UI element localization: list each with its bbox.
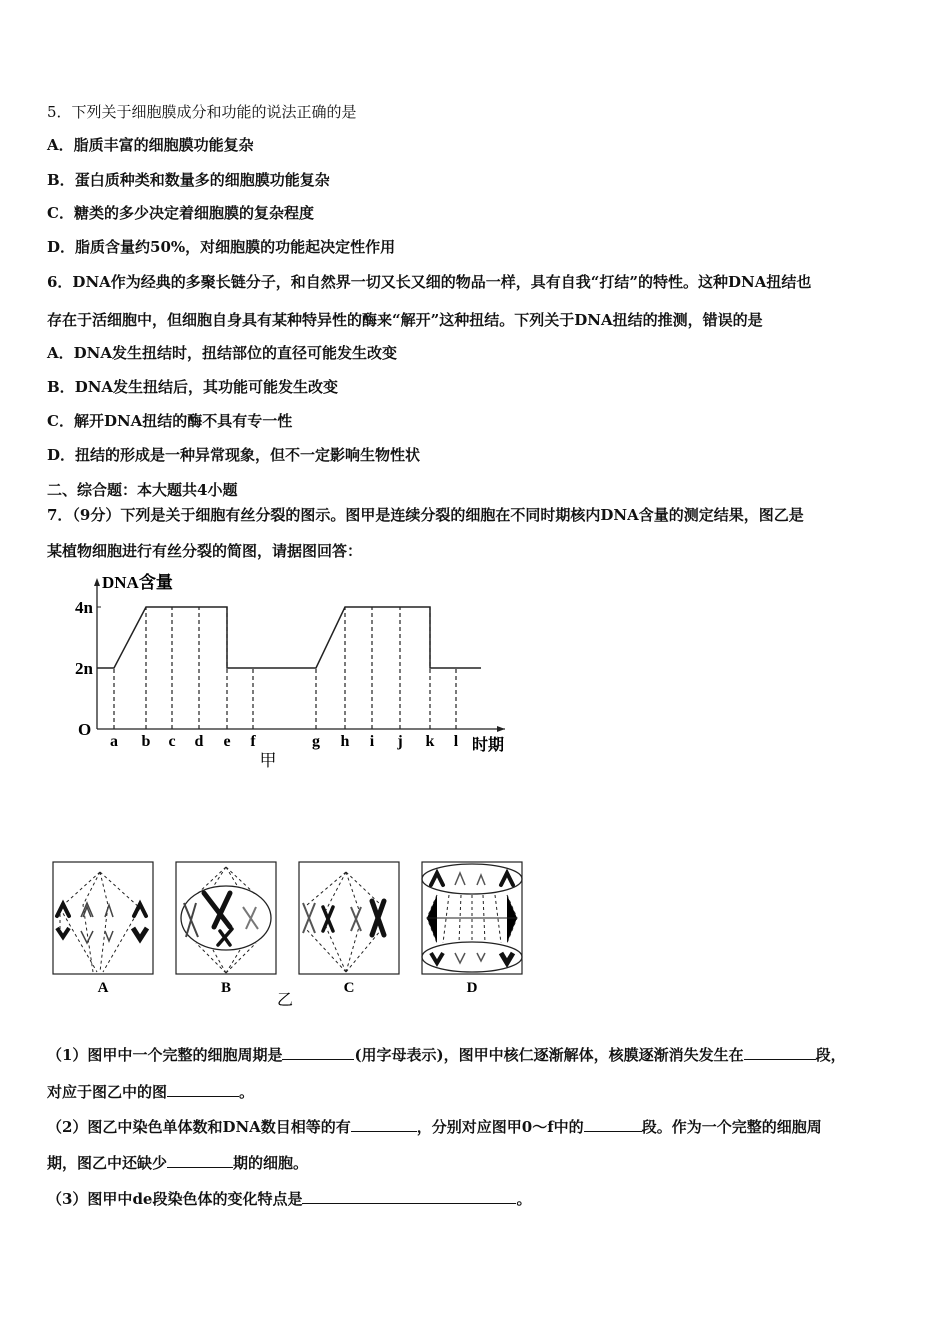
q5-option-a: [47, 135, 254, 155]
q6-option-d: [47, 445, 420, 465]
x-tick-label: c: [168, 733, 176, 750]
x-axis-arrow: [497, 726, 505, 732]
option-text: DNA发生扭结时，扭结部位的直径可能发生改变: [73, 344, 397, 362]
q7-sub1-line2: [47, 1082, 254, 1102]
y-tick-label: 4n: [75, 598, 93, 617]
q6-option-c: [47, 411, 292, 431]
option-key: D．: [47, 238, 76, 256]
answer-blank[interactable]: [302, 1189, 516, 1204]
q6-option-a: [47, 343, 397, 363]
x-tick-label: h: [340, 733, 350, 750]
q6-stem-line2: 存在于活细胞中，但细胞自身具有某种特异性的酶来“解开”这种扭结。下列关于DNA扭结的推测，错误的是: [47, 311, 763, 329]
dna-content-chart: [0, 560, 560, 790]
option-key: A．: [47, 136, 74, 154]
q6-option-b: [47, 377, 338, 397]
text: （1）图甲中一个完整的细胞周期是: [47, 1046, 283, 1064]
panel-label-c: C: [343, 980, 355, 996]
option-text: 糖类的多少决定着细胞膜的复杂程度: [73, 204, 314, 222]
text: 对应于图乙中的图: [47, 1083, 168, 1101]
y-axis-label: DNA含量: [102, 573, 173, 592]
text: (用字母表示)，图甲中核仁逐渐解体，核膜逐渐消失发生在: [354, 1046, 744, 1064]
text: 段，: [815, 1046, 846, 1064]
x-tick-label: f: [250, 733, 256, 750]
answer-blank[interactable]: [282, 1045, 354, 1060]
text: 期的细胞。: [233, 1154, 309, 1172]
panel-label-a: A: [97, 980, 109, 996]
x-tick-label: k: [425, 733, 435, 750]
y-axis-arrow: [94, 578, 100, 586]
mitosis-figure: [45, 855, 545, 1015]
q5-option-b: [47, 170, 330, 190]
option-key: A．: [47, 344, 74, 362]
x-tick-label: j: [397, 733, 403, 750]
q7-sub2-line2: [47, 1153, 308, 1173]
figure-yi-caption: 乙: [276, 992, 294, 1009]
y-tick-label: 2n: [75, 659, 93, 678]
x-tick-label: i: [369, 733, 375, 750]
panel-label-b: B: [220, 980, 232, 996]
answer-blank[interactable]: [167, 1082, 239, 1097]
answer-blank[interactable]: [744, 1045, 816, 1060]
option-key: D．: [47, 446, 76, 464]
text: （2）图乙中染色单体数和DNA数目相等的有: [47, 1118, 351, 1136]
q7-sub2-line1: [47, 1117, 822, 1137]
x-tick-label: b: [141, 733, 151, 750]
q7-stem-line2: 某植物细胞进行有丝分裂的简图，请据图回答：: [47, 542, 363, 560]
text: 段。作为一个完整的细胞周: [641, 1118, 822, 1136]
text: （3）图甲中de段染色体的变化特点是: [47, 1190, 303, 1208]
chart-caption: 甲: [259, 751, 277, 770]
panel-d: [422, 862, 522, 974]
q7-stem-line1: 7．（9分）下列是关于细胞有丝分裂的图示。图甲是连续分裂的细胞在不同时期核内DNA含量的测定结果，图乙是: [47, 506, 804, 524]
q5-option-d: [47, 237, 395, 257]
section-heading: 二、综合题：本大题共4小题: [47, 481, 238, 499]
option-text: DNA发生扭结后，其功能可能发生改变: [74, 378, 339, 396]
panel-a: [53, 862, 153, 974]
answer-blank[interactable]: [167, 1153, 233, 1168]
x-tick-label: d: [194, 733, 204, 750]
answer-blank[interactable]: [584, 1117, 642, 1132]
q5-stem: 5．下列关于细胞膜成分和功能的说法正确的是: [47, 103, 357, 121]
origin-label: O: [78, 720, 92, 739]
text: 期，图乙中还缺少: [47, 1154, 168, 1172]
option-text: 蛋白质种类和数量多的细胞膜功能复杂: [74, 171, 330, 189]
q6-stem-line1: 6．DNA作为经典的多聚长链分子，和自然界一切又长又细的物品一样，具有自我“打结”的特性。这种DNA扭结也: [47, 273, 812, 291]
panel-label-d: D: [466, 980, 478, 996]
text: ，分别对应图甲0～f中的: [416, 1118, 584, 1136]
text: 。: [239, 1083, 255, 1101]
x-tick-label: l: [453, 733, 459, 750]
dna-content-line: [97, 607, 481, 668]
option-key: B．: [47, 171, 75, 189]
x-tick-label: g: [312, 733, 320, 750]
x-tick-label: e: [223, 733, 231, 750]
x-tick-label: a: [110, 733, 118, 750]
panel-b: [176, 862, 276, 974]
option-text: 解开DNA扭结的酶不具有专一性: [73, 412, 293, 430]
option-text: 扭结的形成是一种异常现象，但不一定影响生物性状: [75, 446, 421, 464]
option-key: C．: [47, 412, 74, 430]
panel-c: [299, 862, 399, 974]
x-axis-label: 时期: [472, 737, 505, 754]
q7-sub1-line1: [47, 1045, 846, 1065]
option-key: C．: [47, 204, 74, 222]
q7-sub3: [47, 1189, 532, 1209]
answer-blank[interactable]: [351, 1117, 417, 1132]
option-key: B．: [47, 378, 75, 396]
text: 。: [516, 1190, 532, 1208]
option-text: 脂质丰富的细胞膜功能复杂: [73, 136, 254, 154]
option-text: 脂质含量约50%，对细胞膜的功能起决定性作用: [75, 238, 396, 256]
q5-option-c: [47, 203, 314, 223]
